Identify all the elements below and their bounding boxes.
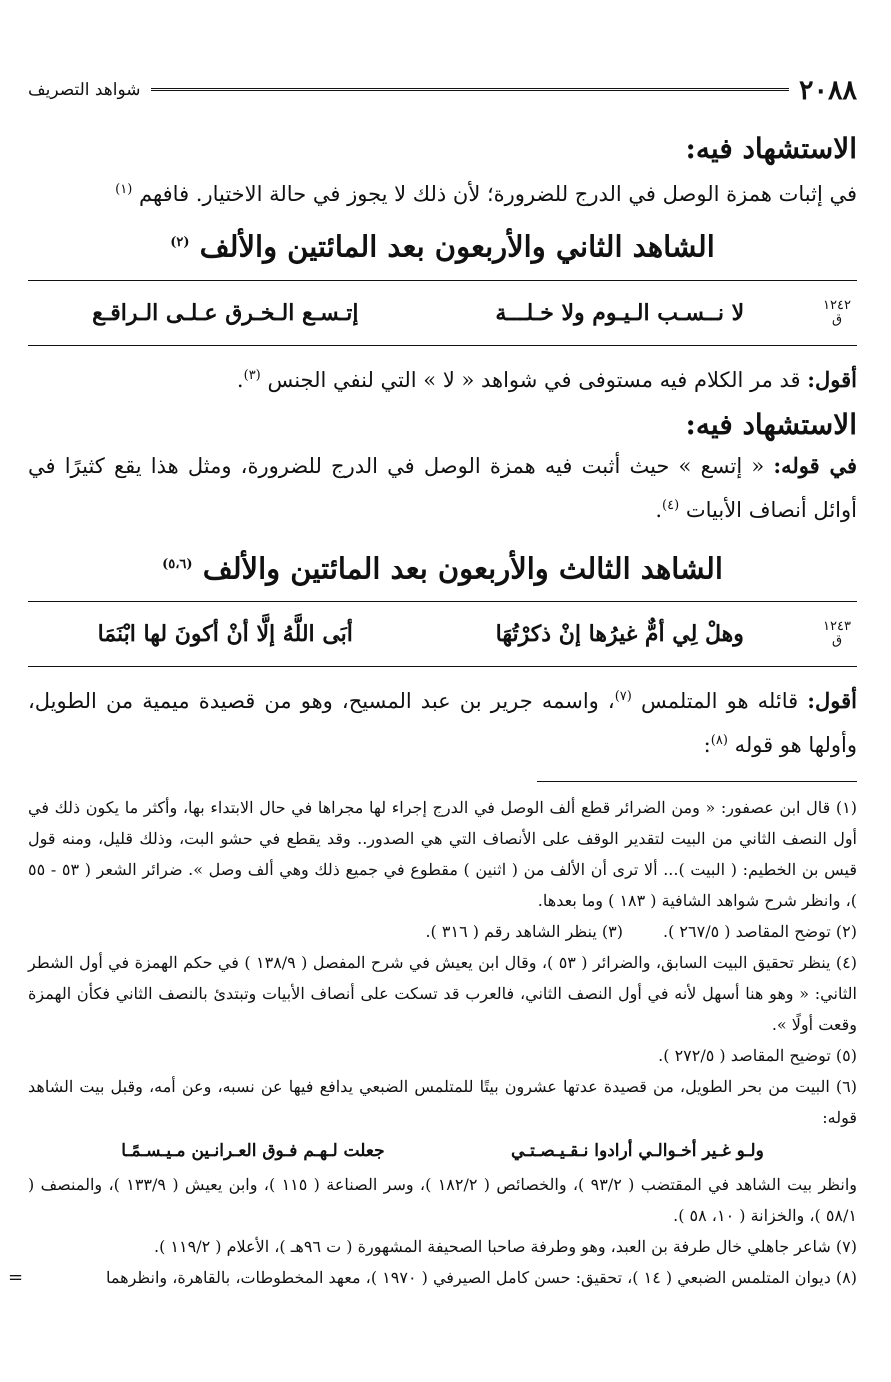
footnote-text: (٨) ديوان المتلمس الضبعي ( ١٤ )، تحقيق: حسن كامل الصيرفي ( ١٩٧٠ )، معهد المخطوطات، بالقاهرة، وانظرهما [106, 1268, 857, 1288]
footnote-verse-second: جعلت لـهـم فـوق العـرانـين مـيـسـمًـا [121, 1141, 385, 1162]
book-page [8, 70, 858, 1293]
footnote-ref: (٤) [662, 497, 680, 513]
verse-first-half: وهلْ لِي أمٌّ غيرُها إنْ ذكرْتُهَا [495, 621, 744, 648]
paragraph [28, 170, 857, 214]
verse-second-half: إتـسـع الـخـرق عـلـى الـراقـع [92, 299, 359, 326]
footnote-row [28, 916, 857, 947]
footnote-separator [537, 781, 857, 782]
verse-first-half: لا نــسـب الـيـوم ولا خـلـــة [495, 299, 745, 326]
paragraph: في قوله: « إتسع » حيث أثبت فيه همزة الوصل في الدرج للضرورة، ومثل هذا يقع كثيرًا في أوائل أنصاف الأبيات $^{(٤)}$. [28, 452, 857, 522]
aqul-label: أقول: [807, 688, 857, 714]
aqul-label: أقول: [807, 366, 857, 392]
section-heading: الاستشهاد فيه: [685, 407, 857, 441]
verse-box [28, 601, 857, 667]
footnote-ref: (٧) [614, 689, 632, 705]
footnote: (٣) ينظر الشاهد رقم ( ٣١٦ ). [425, 922, 623, 942]
footnote: (٥) توضيح المقاصد ( ٢٧٢/٥ ). [658, 1046, 857, 1066]
paragraph: أقول: قائله هو المتلمس $^{(٧)}$، واسمه جرير بن عبد المسيح، وهو من قصيدة ميمية من الطويل، وأولها هو قوله $^{(٨)}$: [28, 688, 857, 758]
shahid-title [28, 540, 857, 594]
footnote-verse [28, 1133, 857, 1169]
verse-number-value: ١٢٤٢ [823, 297, 851, 313]
verse-box [28, 280, 857, 346]
paragraph: أقول: قد مر الكلام فيه مستوفى في شواهد « لا » التي لنفي الجنس $^{(٣)}$. [236, 366, 857, 392]
footnote: (٢) توضح المقاصد ( ٢٦٧/٥ ). [662, 922, 857, 942]
footnote: (٦) البيت من بحر الطويل، من قصيدة عدتها عشرون بيتًا للمتلمس الضبعي يدافع فيها عن نسبه، وعن أمه، وقبل بيت الشاهد قوله: [28, 1077, 857, 1128]
shahid-title-text: الشاهد الثالث والأربعون بعد المائتين والألف [202, 551, 723, 586]
footnote-ref: (١) [115, 182, 133, 197]
paragraph-text: في إثبات همزة الوصل في الدرج للضرورة؛ لأن ذلك لا يجوز في حالة الاختيار. فافهم [138, 182, 857, 206]
footnote-verse-first: ولـو غـير أخـوالـي أرادوا نـقـيـصـتـي [510, 1141, 764, 1162]
verse-number-value: ١٢٤٣ [823, 619, 851, 635]
running-title: شواهد التصريف [28, 80, 141, 100]
verse-second-half: أبَى اللَّهُ إلَّا أنْ أكونَ لها ابْنَمَا [97, 621, 353, 648]
footnote-ref: (٨) [710, 733, 728, 749]
footnote: (٧) شاعر جاهلي خال طرفة بن العبد، وهو وطرفة صاحبا الصحيفة المشهورة ( ت ٩٦هـ )، الأعلام ( ١١٩/٢ ). [153, 1237, 857, 1257]
paragraph-text: قد مر الكلام فيه مستوفى في شواهد « لا » التي لنفي الجنس [267, 367, 801, 392]
footnote: (١) قال ابن عصفور: « ومن الضرائر قطع ألف الوصل في الدرج إجراء لها مجراها في حال الابتداء بها، وأكثر ما يكون ذلك في أول النصف الثاني من البيت لتقدير الوقف على الأنصاف التي هي الصدور.. وقد يقطع في حشو البت، وذلك قليل، ومنه قول قيس بن الخطيم: ( البيت )... ألا ترى أن الألف من ( اثنين ) مقطوع في جميع ذلك وهي ألف وصل ». ضرائر الشعر ( ٥٣ - ٥٥ )، وانظر شرح شواهد الشافية ( ١٨٣ ) وما بعدها. [28, 798, 858, 911]
istishhad-label: في قوله: [773, 452, 857, 478]
footnote: (٤) ينظر تحقيق البيت السابق، والضرائر ( ٥٣ )، وقال ابن يعيش في شرح المفصل ( ١٣٨/٩ ) في حكم الهمزة في أول الشطر الثاني: « وهو هنا أسهل لأنه في أول النصف الثاني، فالعرب قد تسكت على أنصاف الأبيات وتبتدئ بالنصف الثاني فكأن الهمزة وقعت أولًا ». [28, 953, 857, 1035]
shahid-title [28, 218, 857, 272]
paragraph-text: « إتسع » حيث أثبت فيه همزة الوصل في الدرج للضرورة، ومثل هذا يقع كثيرًا في أوائل أنصاف الأبيات [28, 453, 857, 522]
paragraph-text: ، واسمه جرير بن عبد المسيح، وهو من قصيدة ميمية من الطويل، وأولها هو قوله [28, 689, 857, 758]
footnote-ref: (٣) [243, 367, 261, 383]
continuation-mark: = [8, 1267, 24, 1289]
verse-qaf: ق [831, 311, 843, 327]
shahid-title-text: الشاهد الثاني والأربعون بعد المائتين والألف [199, 229, 715, 264]
footnote-ref: (٢) [170, 235, 190, 250]
footnotes [8, 792, 858, 1293]
verse-number [817, 620, 857, 648]
page-header [28, 70, 857, 110]
header-rule [151, 88, 789, 93]
page-number: ٢٠٨٨ [798, 74, 857, 106]
footnote: وانظر بيت الشاهد في المقتضب ( ٩٣/٢ )، والخصائص ( ١٨٢/٢ )، وسر الصناعة ( ١١٥ )، وابن يعيش ( ١٣٣/٩ )، والمنصف ( ٥٨/١ )، والخزانة ( ١٠، ٥٨ ). [28, 1175, 858, 1226]
footnote-ref: (٥،٦) [162, 556, 193, 572]
paragraph-text: قائله هو المتلمس [640, 689, 799, 714]
verse-number [817, 299, 857, 327]
verse-qaf: ق [831, 633, 843, 649]
section-heading: الاستشهاد فيه: [685, 132, 857, 165]
footnote [8, 1262, 857, 1293]
